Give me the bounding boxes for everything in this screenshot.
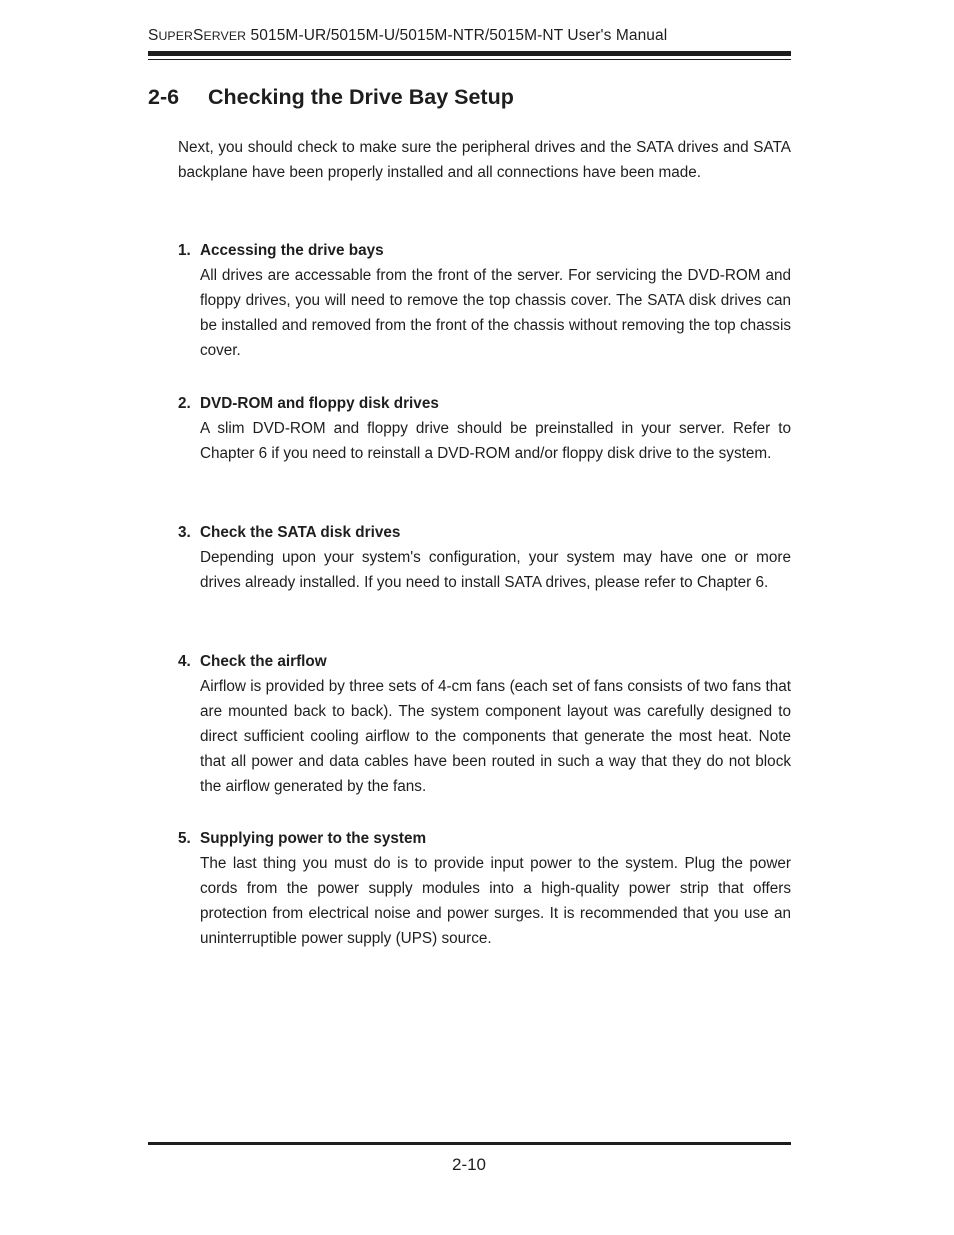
step-body: Airflow is provided by three sets of 4-cm fans (each set of fans consists of two fans that are mounted back to back). The system component layout was carefully designed to direct sufficient cooling airflow to the components that generate the most heat. Note that all power and data cables have been routed in such a way that they do not block the airflow generated by the fans. [200,678,791,795]
step-number: 1. [178,242,191,259]
step-title: Check the SATA disk drives [200,524,401,541]
step-title: Accessing the drive bays [200,242,384,259]
intro-paragraph: Next, you should check to make sure the peripheral drives and the SATA drives and SATA backplane have been properly installed and all connections have been made. [178,139,791,181]
section-title: Checking the Drive Bay Setup [208,85,514,109]
header-title-initial-s: S [148,27,159,44]
step-supplying-power [178,826,791,951]
page-number: 2-10 [451,1155,487,1174]
step-check-airflow [178,649,791,799]
step-number: 5. [178,830,191,847]
step-title: Check the airflow [200,653,327,670]
step-heading [178,391,791,416]
step-body: A slim DVD-ROM and floppy drive should be preinstalled in your server. Refer to Chapter 6 if you need to reinstall a DVD-ROM and/or floppy disk drive to the system. [200,420,791,462]
step-check-sata-drives [178,520,791,595]
step-heading [178,238,791,263]
header-title-initial-s2: S [193,27,204,44]
header-rule-thin [148,59,791,60]
step-body: The last thing you must do is to provide input power to the system. Plug the power cords from the power supply modules into a high-quality power strip that offers protection from electrical noise and power surges. It is recommended that you use an uninterruptible power supply (UPS) source. [200,855,791,947]
footer-rule [148,1142,791,1145]
step-heading [178,649,791,674]
step-heading [178,826,791,851]
header-rule-thick [148,51,791,56]
step-heading [178,520,791,545]
step-number: 3. [178,524,191,541]
step-body: All drives are accessable from the front of the server. For servicing the DVD-ROM and floppy drives, you will need to remove the top chassis cover. The SATA disk drives can be installed and removed from the front of the chassis without removing the top chassis cover. [200,267,791,359]
step-title: Supplying power to the system [200,830,427,847]
step-dvd-rom-floppy [178,391,791,466]
header-title-smallcaps-uper: UPER [158,29,194,43]
section-number: 2-6 [148,85,180,109]
manual-header-title [148,27,667,45]
step-number: 4. [178,653,191,670]
step-accessing-drive-bays [178,238,791,363]
header-title-smallcaps-erver: ERVER [203,29,247,43]
step-number: 2. [178,395,191,412]
header-title-models: 5015M-UR/5015M-U/5015M-NTR/5015M-NT User's Manual [246,27,668,44]
section-heading [148,85,514,110]
step-body: Depending upon your system's configuration, your system may have one or more drives already installed. If you need to install SATA drives, please refer to Chapter 6. [200,549,791,591]
step-title: DVD-ROM and floppy disk drives [200,395,439,412]
